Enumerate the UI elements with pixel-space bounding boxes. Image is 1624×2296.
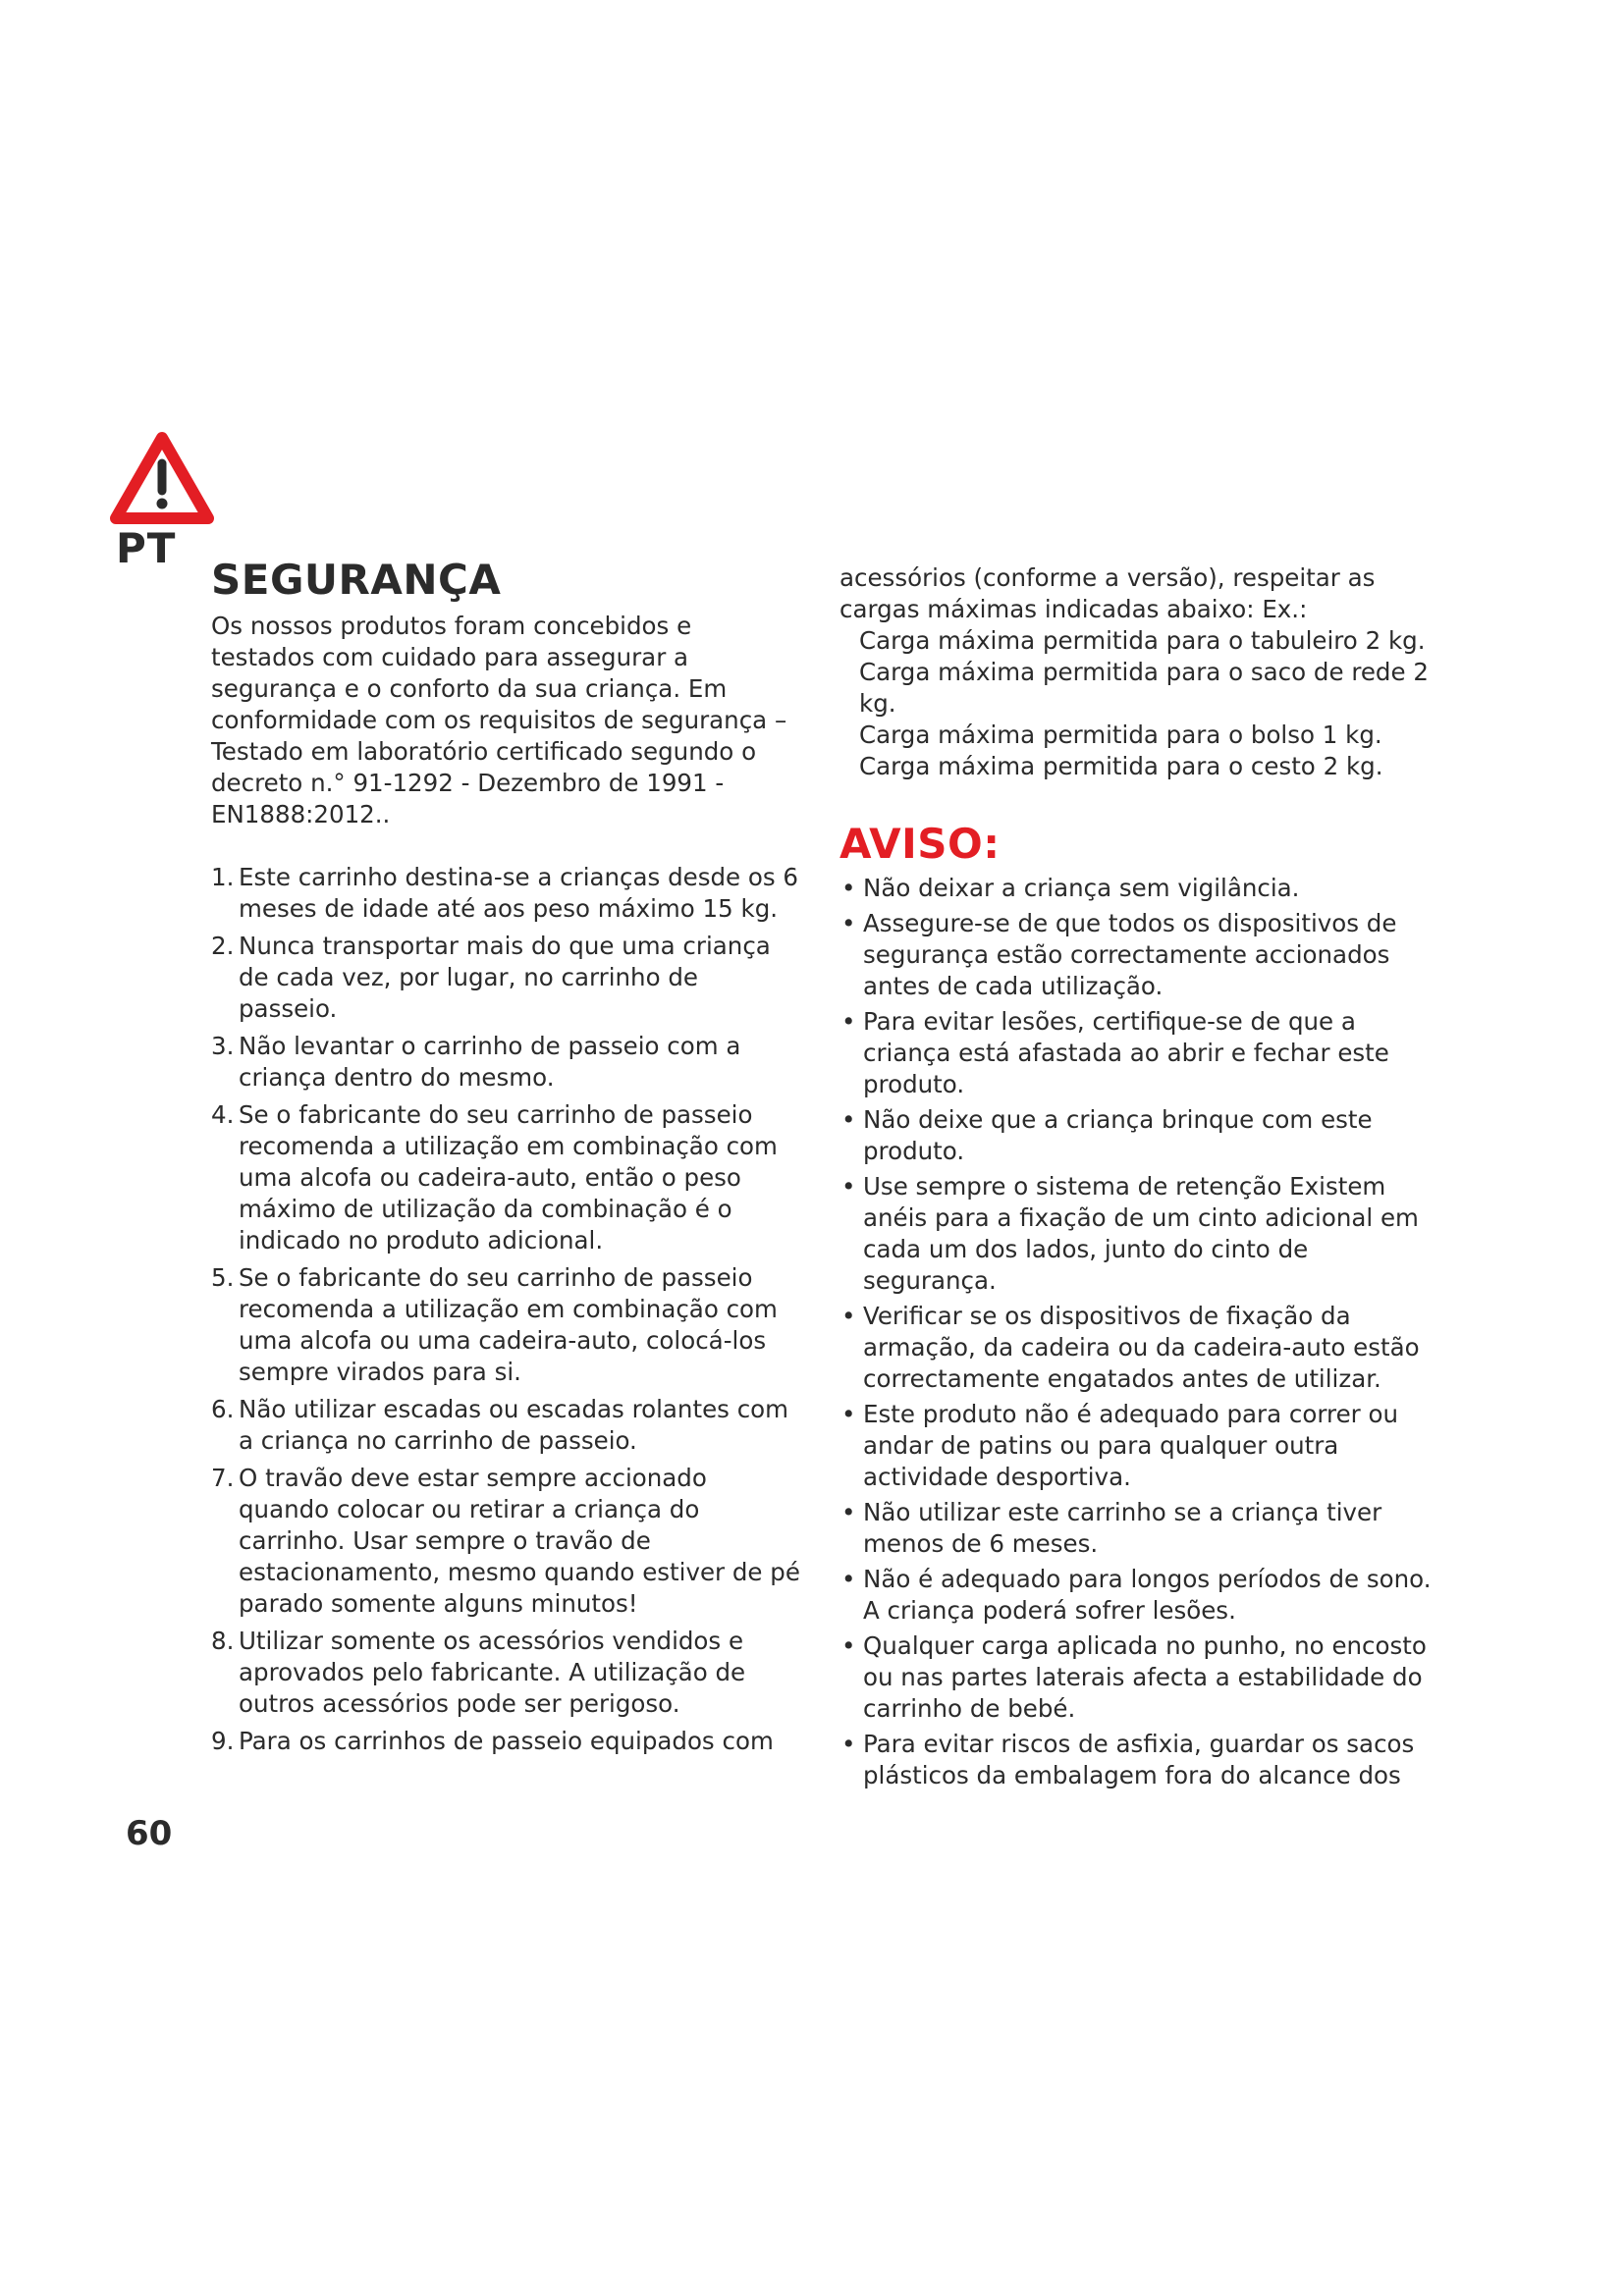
list-item-text: O travão deve estar sempre accionado quando colocar ou retirar a criança do carrinho. Usar sempre o travão de estacionamento, mesmo quando estiver de pé parado somente alguns minutos! — [239, 1464, 800, 1618]
list-item — [211, 1463, 800, 1620]
list-item — [839, 1497, 1448, 1560]
list-item-text: Utilizar somente os acessórios vendidos e aprovados pelo fabricante. A utilização de outros acessórios pode ser perigoso. — [239, 1627, 746, 1718]
warning-title: AVISO: — [839, 820, 1001, 868]
list-item — [211, 1726, 800, 1757]
list-item-text: Não levantar o carrinho de passeio com a criança dentro do mesmo. — [239, 1032, 741, 1092]
list-item — [211, 931, 800, 1025]
right-column — [839, 562, 1448, 1795]
list-item-text: Se o fabricante do seu carrinho de passeio recomenda a utilização em combinação com uma alcofa ou cadeira-auto, então o peso máximo de utilização da combinação é o indicado no produto adicional. — [239, 1100, 778, 1255]
left-column — [211, 556, 800, 1763]
bullet-icon: • — [841, 1631, 856, 1660]
bullet-icon: • — [841, 1400, 856, 1428]
list-item — [839, 1399, 1448, 1493]
list-item-text: Este produto não é adequado para correr ou andar de patins ou para qualquer outra actividade desportiva. — [863, 1400, 1399, 1491]
list-item-text: Não é adequado para longos períodos de sono. A criança poderá sofrer lesões. — [863, 1565, 1432, 1625]
load-limit-line: Carga máxima permitida para o saco de rede 2 kg. — [859, 658, 1429, 718]
list-item — [839, 1630, 1448, 1725]
bullet-icon: • — [841, 1565, 856, 1593]
list-item-number: 3. — [211, 1032, 235, 1060]
bullet-icon: • — [841, 1007, 856, 1036]
list-item — [839, 1104, 1448, 1167]
list-item — [839, 1006, 1448, 1100]
list-item — [211, 1394, 800, 1457]
language-code: PT — [116, 524, 177, 572]
list-item — [839, 1729, 1448, 1791]
list-item — [839, 1564, 1448, 1627]
list-item — [839, 908, 1448, 1002]
list-item-text: Para os carrinhos de passeio equipados com — [239, 1727, 774, 1755]
load-limit-line: Carga máxima permitida para o cesto 2 kg. — [859, 752, 1383, 780]
list-item-number: 6. — [211, 1395, 235, 1423]
list-item — [211, 862, 800, 925]
list-item-number: 9. — [211, 1727, 235, 1755]
list-item-text: Não deixe que a criança brinque com este produto. — [863, 1105, 1373, 1165]
load-limit-line: Carga máxima permitida para o bolso 1 kg. — [859, 721, 1382, 749]
page-number: 60 — [126, 1814, 173, 1853]
list-item-text: Verificar se os dispositivos de fixação da armação, da cadeira ou da cadeira-auto estão correctamente engatados antes de utilizar. — [863, 1302, 1420, 1393]
list-item-number: 2. — [211, 932, 235, 960]
list-item-number: 1. — [211, 863, 235, 891]
list-item-number: 8. — [211, 1627, 235, 1655]
intro-paragraph: Os nossos produtos foram concebidos e testados com cuidado para assegurar a segurança e o conforto da sua criança. Em conformidade com os requisitos de segurança – Testado em laboratório certificado segundo o decreto n.° 91-1292 - Dezembro de 1991 - EN1888:2012.. — [211, 612, 787, 828]
list-item-number: 7. — [211, 1464, 235, 1492]
continuation-paragraph: acessórios (conforme a versão), respeitar as cargas máximas indicadas abaixo: Ex.: — [839, 563, 1376, 623]
bullet-icon: • — [841, 1498, 856, 1526]
bullet-icon: • — [841, 1730, 856, 1758]
warning-list — [839, 873, 1448, 1791]
list-item-text: Se o fabricante do seu carrinho de passeio recomenda a utilização em combinação com uma alcofa ou uma cadeira-auto, colocá-los sempre virados para si. — [239, 1263, 778, 1386]
list-item — [839, 873, 1448, 904]
list-item — [211, 1262, 800, 1388]
list-item-text: Não utilizar escadas ou escadas rolantes com a criança no carrinho de passeio. — [239, 1395, 789, 1455]
list-item — [211, 1099, 800, 1256]
bullet-icon: • — [841, 909, 856, 937]
list-item-text: Nunca transportar mais do que uma criança de cada vez, por lugar, no carrinho de passeio. — [239, 932, 771, 1023]
list-item-text: Não deixar a criança sem vigilância. — [863, 874, 1300, 902]
list-item-text: Este carrinho destina-se a crianças desde os 6 meses de idade até aos peso máximo 15 kg. — [239, 863, 799, 923]
list-item — [211, 1626, 800, 1720]
warning-triangle-icon — [108, 430, 216, 528]
list-item-text: Não utilizar este carrinho se a criança tiver menos de 6 meses. — [863, 1498, 1382, 1558]
bullet-icon: • — [841, 1302, 856, 1330]
list-item — [211, 1031, 800, 1094]
section-title-safety: SEGURANÇA — [211, 556, 502, 604]
bullet-icon: • — [841, 874, 856, 902]
list-item-number: 4. — [211, 1100, 235, 1129]
list-item-number: 5. — [211, 1263, 235, 1292]
load-limits — [839, 625, 1448, 782]
list-item-text: Use sempre o sistema de retenção Existem anéis para a fixação de um cinto adicional em cada um dos lados, junto do cinto de segurança. — [863, 1172, 1419, 1295]
bullet-icon: • — [841, 1172, 856, 1201]
numbered-list — [211, 862, 800, 1757]
list-item-text: Qualquer carga aplicada no punho, no encosto ou nas partes laterais afecta a estabilidade do carrinho de bebé. — [863, 1631, 1427, 1723]
list-item — [839, 1301, 1448, 1395]
list-item — [839, 1171, 1448, 1297]
list-item-text: Para evitar riscos de asfixia, guardar os sacos plásticos da embalagem fora do alcance dos — [863, 1730, 1415, 1789]
list-item-text: Assegure-se de que todos os dispositivos de segurança estão correctamente accionados antes de cada utilização. — [863, 909, 1397, 1000]
bullet-icon: • — [841, 1105, 856, 1134]
load-limit-line: Carga máxima permitida para o tabuleiro 2 kg. — [859, 626, 1426, 655]
list-item-text: Para evitar lesões, certifique-se de que a criança está afastada ao abrir e fechar este produto. — [863, 1007, 1389, 1098]
